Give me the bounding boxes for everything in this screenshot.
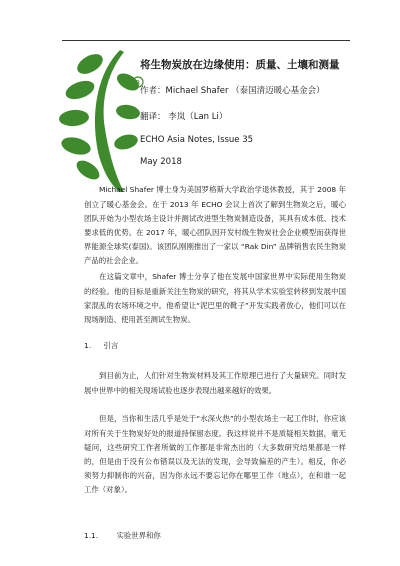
series-line: ECHO Asia Notes, Issue 35 xyxy=(140,135,254,145)
paragraph-intro: 到目前为止，人们针对生物炭材料及其工作原理已进行了大量研究。同时发展中世界中的相关现场试验也逐步表现出越来越好的效果。 xyxy=(84,371,346,395)
leaf-logo-icon xyxy=(58,42,148,192)
translator-line: 翻译： 李岚（Lan Li） xyxy=(140,112,228,122)
section-number: 1. xyxy=(84,341,92,350)
svg-text:R: R xyxy=(135,79,141,87)
date-line: May 2018 xyxy=(140,157,182,167)
paragraph-summary: 在这篇文章中，Shafer 博士分享了他在发展中国家世界中实际使用生物炭的经验。他的目标是重新关注生物炭的研究，将其从学术实验室转移到发展中国家混乱的农场环境之中。他希望让“泥巴里的靴子”开发实践者放心，他们可以在现场制造、使用甚至测试生物炭。 xyxy=(84,272,346,324)
section-title: 引言 xyxy=(103,341,119,350)
top-rule xyxy=(62,40,350,41)
subsection-number: 1.1. xyxy=(84,531,99,540)
author-line: 作者：Michael Shafer （泰国清迈暖心基金会） xyxy=(140,86,325,96)
paragraph-caution: 但是，当你和生活几乎是处于“水深火热”的小型农场主一起工作时，你应该对所有关于生物炭好处的报道持保留态度。我这样说并不是质疑相关数据，毫无疑问，这些研究工作者所做的工作都是非常杰出的（大多数研究结果都是一样的，但是由于没有公布错误以及无法的发现，会导致偏差的产生）。相反，你必须努力抑制你的兴奋，因为你永远不要忘记你在哪里工作（地点），在和谁一起工作（对象）。 xyxy=(84,414,346,495)
subsection-heading xyxy=(84,530,177,541)
subsection-title: 实验世界和你 xyxy=(116,531,161,540)
document-title: 将生物炭放在边缘使用：质量、土壤和测量 xyxy=(140,59,340,71)
paragraph-bio: Michael Shafer 博士身为美国罗格斯大学政治学退休教授，其于 2008 年创立了暖心基金会。在于 2013 年 ECHO 会议上首次了解到生物炭之后，暖心团队开始为小型农场主设计并测试改进型生物炭制造设备，其具有成本低、技术要求低的优势。在 2017 年，暖心团队因开发村级生物炭社会企业模型而获得世界能源全球奖(泰国)。该团队刚刚推出了一家以 “Rak Din” 品牌销售农民生物炭产品的社会企业。 xyxy=(84,185,346,266)
section-heading-intro xyxy=(84,340,128,351)
